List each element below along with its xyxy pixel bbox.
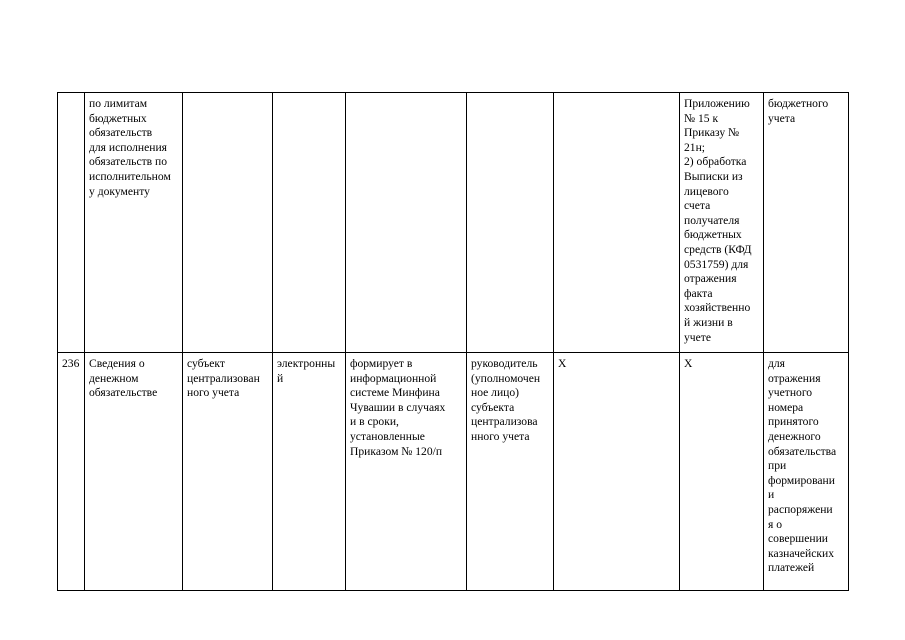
row-number-cell (58, 93, 85, 353)
processing-cell: X (680, 353, 764, 591)
recipient-cell (554, 93, 680, 353)
document-name-cell: по лимитам бюджетных обязательств для исполнения обязательств по исполнительном у документу (85, 93, 183, 353)
form-cell: электронны й (273, 353, 346, 591)
procedure-cell: формирует в информационной системе Минфина Чувашии в случаях и в сроки, установленные Приказом № 120/п (346, 353, 467, 591)
form-cell (273, 93, 346, 353)
processing-cell: Приложению № 15 к Приказу № 21н; 2) обработка Выписки из лицевого счета получателя бюджетных средств (КФД 0531759) для отражения факта хозяйственно й жизни в учете (680, 93, 764, 353)
purpose-cell: для отражения учетного номера принятого денежного обязательства при формировани и распоряжени я о совершении казначейских платежей (764, 353, 849, 591)
table-row (58, 353, 849, 591)
compiler-cell (183, 93, 273, 353)
recipient-cell: X (554, 353, 680, 591)
compiler-cell: субъект централизован ного учета (183, 353, 273, 591)
document-table (57, 92, 849, 591)
row-number-cell: 236 (58, 353, 85, 591)
document-name-cell: Сведения о денежном обязательстве (85, 353, 183, 591)
signer-cell: руководитель (уполномочен ное лицо) субъекта централизова нного учета (467, 353, 554, 591)
procedure-cell (346, 93, 467, 353)
table-row (58, 93, 849, 353)
purpose-cell: бюджетного учета (764, 93, 849, 353)
signer-cell (467, 93, 554, 353)
